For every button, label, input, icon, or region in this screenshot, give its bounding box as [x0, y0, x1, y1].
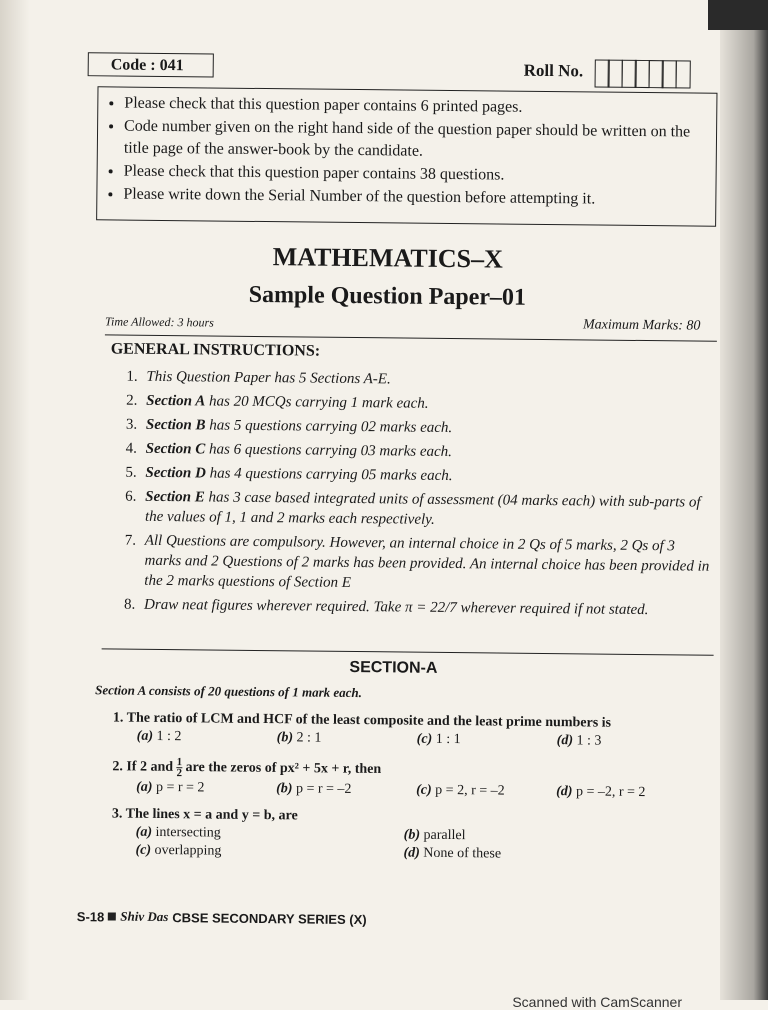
instruction-item: 8. Draw neat figures wherever required. Take π = 22/7 wherever required if not stated. [124, 596, 649, 619]
question-1 [113, 710, 713, 750]
option-a: (a) 1 : 2 [136, 728, 182, 745]
instruction-item: 4. Section C has 6 questions carrying 03 marks each. [125, 440, 453, 461]
instruction-item: 7. All Questions are compulsory. However, an internal choice in 2 Qs of 5 marks, 2 Qs of 3 marks and 2 Questions of 2 marks has been provided. An internal choice has been provided in the 2 marks questions of Section E [124, 532, 710, 591]
divider [102, 648, 714, 655]
scanner-bar [0, 1010, 768, 1024]
option-c: (c) p = 2, r = –2 [416, 782, 505, 799]
instruction-item: 1. This Question Paper has 5 Sections A-E. [126, 368, 391, 388]
option-d: (d) p = –2, r = 2 [556, 784, 646, 801]
question-paper [60, 40, 730, 997]
paper-subject-title: MATHEMATICS–X [272, 242, 503, 274]
subject-code: Code : 041 [88, 52, 214, 77]
option-d: (d) 1 : 3 [556, 733, 602, 749]
note-item: • Please write down the Serial Number of the question before attempting it. [123, 184, 715, 212]
instruction-item: 6. Section E has 3 case based integrated units of assessment (04 marks each) with sub-parts of the values of 1, 1 and 2 marks each respectively. [125, 488, 701, 528]
instruction-item: 5. Section D has 4 questions carrying 05 marks each. [125, 464, 453, 485]
option-b: (b) parallel [403, 827, 466, 844]
note-item: • Please check that this question paper contains 6 printed pages. [124, 93, 716, 121]
publisher-brand: Shiv Das [120, 908, 169, 925]
question-stem: 2. If 2 and $\frac{1}{2}$ are the zeros of px² + 5x + r, then [112, 756, 382, 780]
question-stem: 1. The ratio of LCM and HCF of the least composite and the least prime numbers is [112, 710, 612, 731]
question-2 [112, 756, 712, 801]
option-d: (d) None of these [403, 845, 502, 862]
note-item: • Code number given on the right hand side of the question paper should be written on the title page of the answer-book by the candidate. [124, 116, 716, 166]
option-b: (b) 2 : 1 [276, 730, 322, 746]
page-corner-shadow [708, 0, 768, 30]
page-footer [77, 908, 367, 927]
section-heading: SECTION-A [349, 658, 438, 677]
maximum-marks: Maximum Marks: 80 [582, 317, 701, 334]
time-allowed: Time Allowed: 3 hours [104, 314, 214, 330]
instruction-item: 2. Section A has 20 MCQs carrying 1 mark each. [126, 392, 429, 412]
page-number: S-18 [76, 908, 105, 924]
instructions-heading: GENERAL INSTRUCTIONS: [110, 340, 321, 360]
section-note: Section A consists of 20 questions of 1 mark each. [95, 682, 363, 701]
roll-number-label: Roll No. [523, 60, 584, 81]
option-a: (a) p = r = 2 [136, 779, 205, 796]
instruction-item: 3. Section B has 5 questions carrying 02 marks each. [125, 416, 453, 437]
option-c: (c) overlapping [135, 842, 222, 859]
option-c: (c) 1 : 1 [416, 731, 461, 748]
notes-box [96, 86, 717, 226]
instructions-list [124, 367, 717, 625]
question-stem: 3. The lines x = a and y = b, are [111, 806, 298, 824]
square-bullet-icon [108, 912, 116, 920]
paper-subtitle: Sample Question Paper–01 [248, 281, 527, 311]
options [111, 824, 711, 864]
scanner-watermark: Scanned with CamScanner [512, 994, 682, 1010]
option-b: (b) p = r = –2 [276, 781, 352, 797]
roll-number-boxes [596, 60, 691, 89]
fraction: $\frac{1}{2}$ [176, 756, 183, 780]
series-name: CBSE SECONDARY SERIES (X) [172, 909, 367, 927]
roll-digit-box [675, 60, 690, 88]
book-spine-shadow [0, 0, 30, 1000]
question-3 [111, 806, 712, 864]
note-item: • Please check that this question paper contains 38 questions. [124, 161, 716, 189]
option-a: (a) intersecting [135, 824, 221, 841]
